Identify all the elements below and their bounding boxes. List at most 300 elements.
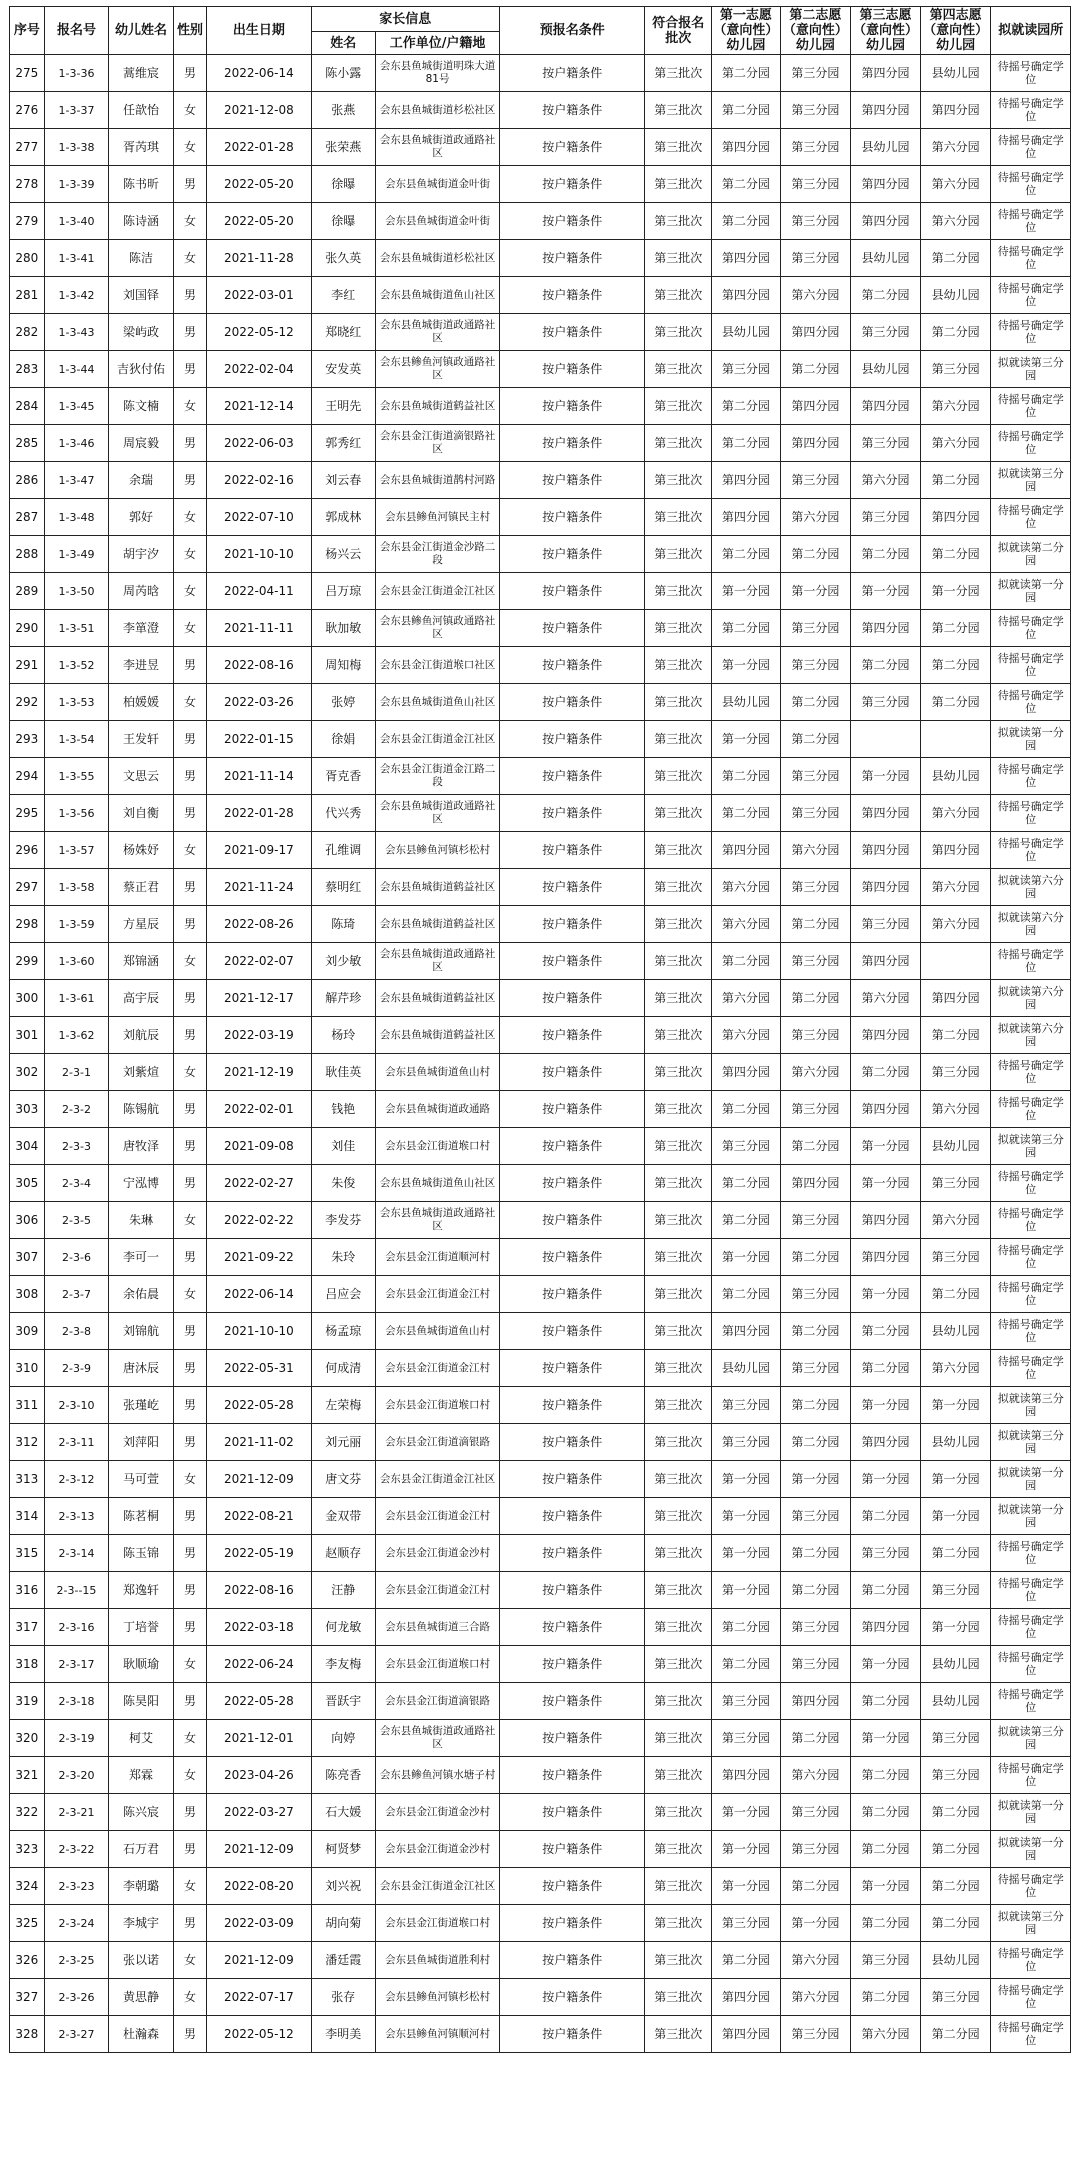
cell-choice-2: 第三分园 <box>780 610 851 647</box>
cell-parent-name: 耿佳英 <box>311 1054 376 1091</box>
cell-parent-name: 张久英 <box>311 240 376 277</box>
header-pre-condition: 预报名条件 <box>500 7 645 55</box>
cell-birth-date: 2022-06-24 <box>207 1646 311 1683</box>
cell-batch: 第三批次 <box>645 795 712 832</box>
cell-choice-1: 第二分园 <box>712 425 780 462</box>
cell-choice-2: 第三分园 <box>780 758 851 795</box>
cell-pre-condition: 按户籍条件 <box>500 610 645 647</box>
cell-choice-3: 第三分园 <box>851 314 920 351</box>
cell-child-name: 宁泓博 <box>109 1165 174 1202</box>
cell-reg-no: 2-3-23 <box>44 1868 109 1905</box>
cell-batch: 第三批次 <box>645 980 712 1017</box>
cell-birth-date: 2021-10-10 <box>207 536 311 573</box>
cell-child-name: 耿顺瑜 <box>109 1646 174 1683</box>
table-row <box>10 1424 1071 1461</box>
header-choice-1: 第一志愿（意向性）幼儿园 <box>713 8 779 53</box>
cell-gender: 女 <box>173 943 207 980</box>
cell-child-name: 郑锦涵 <box>109 943 174 980</box>
cell-choice-3: 第四分园 <box>851 795 920 832</box>
cell-choice-3: 第三分园 <box>851 1942 920 1979</box>
cell-choice-3: 第二分园 <box>851 277 920 314</box>
cell-pre-condition: 按户籍条件 <box>500 758 645 795</box>
cell-choice-2: 第三分园 <box>780 1276 851 1313</box>
cell-reg-no: 2-3-24 <box>44 1905 109 1942</box>
cell-gender: 男 <box>173 1091 207 1128</box>
cell-child-name: 吉狄付佑 <box>109 351 174 388</box>
cell-seq: 311 <box>10 1387 45 1424</box>
cell-parent-name: 张婷 <box>311 684 376 721</box>
cell-child-name: 余瑞 <box>109 462 174 499</box>
cell-choice-3: 第四分园 <box>851 943 920 980</box>
cell-parent-name: 刘佳 <box>311 1128 376 1165</box>
cell-choice-2: 第二分园 <box>780 906 851 943</box>
cell-choice-3: 第三分园 <box>851 425 920 462</box>
cell-assigned: 待摇号确定学位 <box>991 1239 1071 1276</box>
cell-reg-no: 1-3-41 <box>44 240 109 277</box>
cell-reg-no: 2-3-4 <box>44 1165 109 1202</box>
cell-choice-2: 第三分园 <box>780 166 851 203</box>
cell-batch: 第三批次 <box>645 1017 712 1054</box>
cell-birth-date: 2022-03-26 <box>207 684 311 721</box>
cell-choice-4: 第一分园 <box>920 1461 991 1498</box>
cell-choice-3: 第二分园 <box>851 1572 920 1609</box>
cell-choice-4: 第六分园 <box>920 203 991 240</box>
cell-pre-condition: 按户籍条件 <box>500 1350 645 1387</box>
cell-gender: 男 <box>173 869 207 906</box>
cell-batch: 第三批次 <box>645 1572 712 1609</box>
cell-batch: 第三批次 <box>645 721 712 758</box>
cell-parent-name: 赵顺存 <box>311 1535 376 1572</box>
cell-reg-no: 1-3-43 <box>44 314 109 351</box>
cell-parent-name: 代兴秀 <box>311 795 376 832</box>
cell-choice-2: 第六分园 <box>780 277 851 314</box>
cell-pre-condition: 按户籍条件 <box>500 1424 645 1461</box>
cell-parent-name: 朱俊 <box>311 1165 376 1202</box>
cell-choice-4: 第四分园 <box>920 499 991 536</box>
cell-child-name: 李进昱 <box>109 647 174 684</box>
cell-choice-3: 第六分园 <box>851 2016 920 2053</box>
table-row <box>10 314 1071 351</box>
cell-reg-no: 1-3-48 <box>44 499 109 536</box>
cell-parent-name: 唐文芬 <box>311 1461 376 1498</box>
cell-reg-no: 1-3-55 <box>44 758 109 795</box>
cell-choice-1: 第二分园 <box>712 1165 780 1202</box>
cell-birth-date: 2022-06-14 <box>207 55 311 92</box>
cell-assigned: 待摇号确定学位 <box>991 1165 1071 1202</box>
cell-parent-name: 左荣梅 <box>311 1387 376 1424</box>
cell-choice-3: 第二分园 <box>851 1350 920 1387</box>
cell-birth-date: 2021-09-17 <box>207 832 311 869</box>
cell-choice-3: 第四分园 <box>851 1424 920 1461</box>
cell-batch: 第三批次 <box>645 573 712 610</box>
cell-birth-date: 2022-05-20 <box>207 166 311 203</box>
cell-pre-condition: 按户籍条件 <box>500 980 645 1017</box>
cell-gender: 男 <box>173 1535 207 1572</box>
cell-choice-1: 第一分园 <box>712 721 780 758</box>
cell-assigned: 拟就读第三分园 <box>991 351 1071 388</box>
cell-reg-no: 1-3-49 <box>44 536 109 573</box>
cell-parent-name: 胡向菊 <box>311 1905 376 1942</box>
cell-batch: 第三批次 <box>645 647 712 684</box>
cell-parent-name: 钱艳 <box>311 1091 376 1128</box>
cell-birth-date: 2021-12-09 <box>207 1831 311 1868</box>
cell-workplace: 会东县鲹鱼河镇政通路社区 <box>376 351 500 388</box>
cell-pre-condition: 按户籍条件 <box>500 1757 645 1794</box>
cell-assigned: 拟就读第六分园 <box>991 980 1071 1017</box>
cell-workplace: 会东县金江街道金江村 <box>376 1350 500 1387</box>
cell-workplace: 会东县金江街道滴银路社区 <box>376 425 500 462</box>
cell-pre-condition: 按户籍条件 <box>500 240 645 277</box>
cell-choice-1: 第二分园 <box>712 795 780 832</box>
cell-gender: 女 <box>173 1202 207 1239</box>
cell-birth-date: 2022-02-01 <box>207 1091 311 1128</box>
cell-child-name: 王发轩 <box>109 721 174 758</box>
cell-batch: 第三批次 <box>645 1202 712 1239</box>
header-child-name: 幼儿姓名 <box>109 7 174 55</box>
table-row <box>10 1350 1071 1387</box>
cell-choice-3: 第四分园 <box>851 1202 920 1239</box>
cell-reg-no: 1-3-37 <box>44 92 109 129</box>
cell-choice-3: 第二分园 <box>851 1054 920 1091</box>
cell-batch: 第三批次 <box>645 1498 712 1535</box>
table-row <box>10 684 1071 721</box>
cell-choice-2: 第四分园 <box>780 1683 851 1720</box>
cell-gender: 女 <box>173 684 207 721</box>
cell-workplace: 会东县鱼城街道政通路社区 <box>376 795 500 832</box>
cell-birth-date: 2022-03-01 <box>207 277 311 314</box>
cell-choice-1: 第二分园 <box>712 1646 780 1683</box>
cell-workplace: 会东县金江街道金江社区 <box>376 1868 500 1905</box>
table-row <box>10 906 1071 943</box>
enrollment-table <box>9 6 1071 2053</box>
cell-choice-1: 第一分园 <box>712 1461 780 1498</box>
cell-parent-name: 晋跃宇 <box>311 1683 376 1720</box>
cell-assigned: 待摇号确定学位 <box>991 684 1071 721</box>
cell-assigned: 拟就读第一分园 <box>991 573 1071 610</box>
cell-birth-date: 2022-08-16 <box>207 1572 311 1609</box>
cell-choice-4: 第二分园 <box>920 2016 991 2053</box>
cell-reg-no: 2-3-27 <box>44 2016 109 2053</box>
cell-seq: 281 <box>10 277 45 314</box>
table-row <box>10 1646 1071 1683</box>
cell-assigned: 待摇号确定学位 <box>991 1313 1071 1350</box>
table-row <box>10 1868 1071 1905</box>
cell-parent-name: 蔡明红 <box>311 869 376 906</box>
cell-reg-no: 2-3-12 <box>44 1461 109 1498</box>
cell-reg-no: 2-3-21 <box>44 1794 109 1831</box>
cell-choice-2: 第三分园 <box>780 1498 851 1535</box>
cell-batch: 第三批次 <box>645 1905 712 1942</box>
cell-seq: 304 <box>10 1128 45 1165</box>
cell-birth-date: 2022-05-12 <box>207 314 311 351</box>
cell-workplace: 会东县金江街道金沙村 <box>376 1535 500 1572</box>
cell-choice-4: 第二分园 <box>920 240 991 277</box>
cell-batch: 第三批次 <box>645 1683 712 1720</box>
cell-reg-no: 2-3-11 <box>44 1424 109 1461</box>
cell-choice-3: 第二分园 <box>851 647 920 684</box>
cell-seq: 322 <box>10 1794 45 1831</box>
cell-assigned: 待摇号确定学位 <box>991 92 1071 129</box>
cell-assigned: 拟就读第六分园 <box>991 1017 1071 1054</box>
cell-choice-2: 第三分园 <box>780 1831 851 1868</box>
cell-child-name: 李城宇 <box>109 1905 174 1942</box>
cell-parent-name: 何龙敏 <box>311 1609 376 1646</box>
cell-choice-3: 县幼儿园 <box>851 351 920 388</box>
cell-parent-name: 刘元丽 <box>311 1424 376 1461</box>
cell-workplace: 会东县鲹鱼河镇民主村 <box>376 499 500 536</box>
cell-batch: 第三批次 <box>645 1979 712 2016</box>
cell-pre-condition: 按户籍条件 <box>500 462 645 499</box>
cell-choice-4: 第二分园 <box>920 647 991 684</box>
cell-pre-condition: 按户籍条件 <box>500 943 645 980</box>
cell-child-name: 李可一 <box>109 1239 174 1276</box>
cell-workplace: 会东县金江街道金江社区 <box>376 573 500 610</box>
cell-parent-name: 张荣燕 <box>311 129 376 166</box>
cell-seq: 287 <box>10 499 45 536</box>
cell-birth-date: 2022-05-28 <box>207 1683 311 1720</box>
cell-birth-date: 2022-02-04 <box>207 351 311 388</box>
cell-parent-name: 徐曝 <box>311 203 376 240</box>
cell-choice-4: 第二分园 <box>920 1535 991 1572</box>
cell-gender: 男 <box>173 2016 207 2053</box>
cell-birth-date: 2022-01-28 <box>207 795 311 832</box>
cell-reg-no: 1-3-36 <box>44 55 109 92</box>
header-choice-2: 第二志愿（意向性）幼儿园 <box>780 7 851 55</box>
cell-assigned: 待摇号确定学位 <box>991 1979 1071 2016</box>
cell-choice-3: 第三分园 <box>851 1535 920 1572</box>
cell-workplace: 会东县金江街道堠口村 <box>376 1128 500 1165</box>
cell-seq: 282 <box>10 314 45 351</box>
cell-batch: 第三批次 <box>645 1424 712 1461</box>
cell-pre-condition: 按户籍条件 <box>500 1128 645 1165</box>
cell-choice-4: 县幼儿园 <box>920 1313 991 1350</box>
cell-choice-3: 第二分园 <box>851 1683 920 1720</box>
cell-seq: 297 <box>10 869 45 906</box>
cell-workplace: 会东县鱼城街道鹤益社区 <box>376 869 500 906</box>
cell-batch: 第三批次 <box>645 203 712 240</box>
table-row <box>10 1979 1071 2016</box>
cell-workplace: 会东县鱼城街道金叶街 <box>376 166 500 203</box>
table-row <box>10 647 1071 684</box>
cell-choice-1: 第二分园 <box>712 388 780 425</box>
cell-gender: 女 <box>173 92 207 129</box>
cell-choice-3: 第六分园 <box>851 980 920 1017</box>
cell-reg-no: 1-3-62 <box>44 1017 109 1054</box>
cell-choice-2: 第二分园 <box>780 1239 851 1276</box>
cell-choice-1: 第三分园 <box>712 1905 780 1942</box>
cell-choice-1: 第四分园 <box>712 2016 780 2053</box>
cell-child-name: 李朝璐 <box>109 1868 174 1905</box>
cell-choice-4: 第六分园 <box>920 795 991 832</box>
cell-birth-date: 2022-02-22 <box>207 1202 311 1239</box>
cell-workplace: 会东县鱼城街道金叶街 <box>376 203 500 240</box>
cell-batch: 第三批次 <box>645 166 712 203</box>
cell-seq: 284 <box>10 388 45 425</box>
cell-gender: 男 <box>173 1128 207 1165</box>
cell-batch: 第三批次 <box>645 55 712 92</box>
cell-choice-4: 县幼儿园 <box>920 1646 991 1683</box>
cell-gender: 男 <box>173 1794 207 1831</box>
cell-child-name: 柯艾 <box>109 1720 174 1757</box>
cell-child-name: 陈玉锦 <box>109 1535 174 1572</box>
cell-child-name: 陈诗涵 <box>109 203 174 240</box>
cell-seq: 295 <box>10 795 45 832</box>
cell-batch: 第三批次 <box>645 92 712 129</box>
cell-gender: 女 <box>173 499 207 536</box>
cell-reg-no: 2-3--15 <box>44 1572 109 1609</box>
cell-seq: 305 <box>10 1165 45 1202</box>
cell-seq: 302 <box>10 1054 45 1091</box>
cell-birth-date: 2022-08-26 <box>207 906 311 943</box>
cell-choice-4: 第四分园 <box>920 92 991 129</box>
cell-workplace: 会东县鲹鱼河镇水塘子村 <box>376 1757 500 1794</box>
cell-seq: 289 <box>10 573 45 610</box>
cell-assigned: 待摇号确定学位 <box>991 647 1071 684</box>
cell-reg-no: 1-3-45 <box>44 388 109 425</box>
cell-reg-no: 1-3-58 <box>44 869 109 906</box>
cell-choice-1: 第二分园 <box>712 1091 780 1128</box>
cell-assigned: 待摇号确定学位 <box>991 388 1071 425</box>
cell-gender: 男 <box>173 721 207 758</box>
cell-birth-date: 2021-11-11 <box>207 610 311 647</box>
cell-choice-3: 第四分园 <box>851 203 920 240</box>
header-batch: 符合报名批次 <box>645 7 712 55</box>
table-row <box>10 832 1071 869</box>
cell-workplace: 会东县金江街道金江社区 <box>376 1461 500 1498</box>
cell-choice-4: 第一分园 <box>920 573 991 610</box>
cell-workplace: 会东县金江街道金沙路二段 <box>376 536 500 573</box>
cell-choice-3: 第三分园 <box>851 499 920 536</box>
table-row <box>10 721 1071 758</box>
cell-batch: 第三批次 <box>645 1313 712 1350</box>
cell-reg-no: 2-3-2 <box>44 1091 109 1128</box>
cell-choice-2: 第六分园 <box>780 499 851 536</box>
cell-reg-no: 1-3-47 <box>44 462 109 499</box>
cell-parent-name: 吕应会 <box>311 1276 376 1313</box>
cell-seq: 299 <box>10 943 45 980</box>
cell-birth-date: 2022-06-03 <box>207 425 311 462</box>
cell-assigned: 拟就读第三分园 <box>991 1720 1071 1757</box>
cell-parent-name: 陈琦 <box>311 906 376 943</box>
cell-choice-2: 第六分园 <box>780 1979 851 2016</box>
cell-assigned: 待摇号确定学位 <box>991 832 1071 869</box>
cell-choice-2: 第一分园 <box>780 573 851 610</box>
cell-gender: 男 <box>173 1387 207 1424</box>
cell-birth-date: 2021-11-14 <box>207 758 311 795</box>
cell-workplace: 会东县鱼城街道政通路社区 <box>376 129 500 166</box>
cell-gender: 男 <box>173 758 207 795</box>
cell-gender: 女 <box>173 1942 207 1979</box>
cell-child-name: 陈兴宸 <box>109 1794 174 1831</box>
cell-choice-1: 第四分园 <box>712 499 780 536</box>
cell-choice-4: 县幼儿园 <box>920 758 991 795</box>
cell-birth-date: 2021-12-19 <box>207 1054 311 1091</box>
cell-choice-2: 第六分园 <box>780 832 851 869</box>
cell-birth-date: 2021-12-17 <box>207 980 311 1017</box>
cell-child-name: 刘萍阳 <box>109 1424 174 1461</box>
cell-gender: 女 <box>173 1461 207 1498</box>
cell-pre-condition: 按户籍条件 <box>500 647 645 684</box>
cell-choice-4: 第二分园 <box>920 1868 991 1905</box>
cell-assigned: 拟就读第三分园 <box>991 462 1071 499</box>
cell-choice-2: 第二分园 <box>780 1313 851 1350</box>
cell-birth-date: 2021-11-02 <box>207 1424 311 1461</box>
cell-workplace: 会东县金江街道金江路二段 <box>376 758 500 795</box>
cell-choice-1: 第一分园 <box>712 1831 780 1868</box>
cell-choice-2: 第二分园 <box>780 1128 851 1165</box>
cell-gender: 女 <box>173 129 207 166</box>
cell-reg-no: 1-3-59 <box>44 906 109 943</box>
cell-seq: 314 <box>10 1498 45 1535</box>
cell-choice-2: 第二分园 <box>780 1535 851 1572</box>
cell-choice-1: 第二分园 <box>712 1202 780 1239</box>
table-row <box>10 1831 1071 1868</box>
cell-workplace: 会东县金江街道金沙村 <box>376 1831 500 1868</box>
table-row <box>10 1128 1071 1165</box>
table-row <box>10 1091 1071 1128</box>
cell-choice-3: 第三分园 <box>851 906 920 943</box>
table-row <box>10 129 1071 166</box>
cell-seq: 328 <box>10 2016 45 2053</box>
cell-assigned: 待摇号确定学位 <box>991 1350 1071 1387</box>
cell-seq: 315 <box>10 1535 45 1572</box>
cell-pre-condition: 按户籍条件 <box>500 1387 645 1424</box>
cell-choice-3: 第四分园 <box>851 1091 920 1128</box>
cell-choice-2: 第三分园 <box>780 869 851 906</box>
cell-batch: 第三批次 <box>645 425 712 462</box>
cell-reg-no: 1-3-46 <box>44 425 109 462</box>
cell-gender: 男 <box>173 1313 207 1350</box>
cell-workplace: 会东县金江街道堠口村 <box>376 1387 500 1424</box>
cell-batch: 第三批次 <box>645 1868 712 1905</box>
cell-assigned: 拟就读第三分园 <box>991 1387 1071 1424</box>
cell-assigned: 待摇号确定学位 <box>991 1535 1071 1572</box>
cell-birth-date: 2022-08-21 <box>207 1498 311 1535</box>
cell-child-name: 刘航辰 <box>109 1017 174 1054</box>
table-row <box>10 388 1071 425</box>
cell-assigned: 拟就读第一分园 <box>991 1794 1071 1831</box>
cell-assigned: 待摇号确定学位 <box>991 1757 1071 1794</box>
cell-assigned: 待摇号确定学位 <box>991 795 1071 832</box>
cell-assigned: 待摇号确定学位 <box>991 425 1071 462</box>
cell-gender: 男 <box>173 906 207 943</box>
cell-choice-1: 第四分园 <box>712 462 780 499</box>
table-row <box>10 351 1071 388</box>
cell-workplace: 会东县鱼城街道政通路 <box>376 1091 500 1128</box>
table-row <box>10 166 1071 203</box>
cell-choice-1: 县幼儿园 <box>712 1350 780 1387</box>
cell-choice-3: 第二分园 <box>851 1831 920 1868</box>
cell-reg-no: 2-3-22 <box>44 1831 109 1868</box>
cell-child-name: 蔡正君 <box>109 869 174 906</box>
cell-seq: 321 <box>10 1757 45 1794</box>
table-row <box>10 1498 1071 1535</box>
cell-assigned: 拟就读第一分园 <box>991 1461 1071 1498</box>
cell-parent-name: 张存 <box>311 1979 376 2016</box>
header-choice-4: 第四志愿（意向性）幼儿园 <box>920 7 991 55</box>
cell-parent-name: 解芹珍 <box>311 980 376 1017</box>
cell-pre-condition: 按户籍条件 <box>500 1535 645 1572</box>
cell-choice-3: 第一分园 <box>851 1646 920 1683</box>
cell-choice-3: 第二分园 <box>851 536 920 573</box>
cell-seq: 303 <box>10 1091 45 1128</box>
cell-parent-name: 金双带 <box>311 1498 376 1535</box>
cell-child-name: 刘国铎 <box>109 277 174 314</box>
cell-reg-no: 1-3-40 <box>44 203 109 240</box>
cell-choice-1: 第二分园 <box>712 1276 780 1313</box>
cell-batch: 第三批次 <box>645 906 712 943</box>
table-row <box>10 1313 1071 1350</box>
